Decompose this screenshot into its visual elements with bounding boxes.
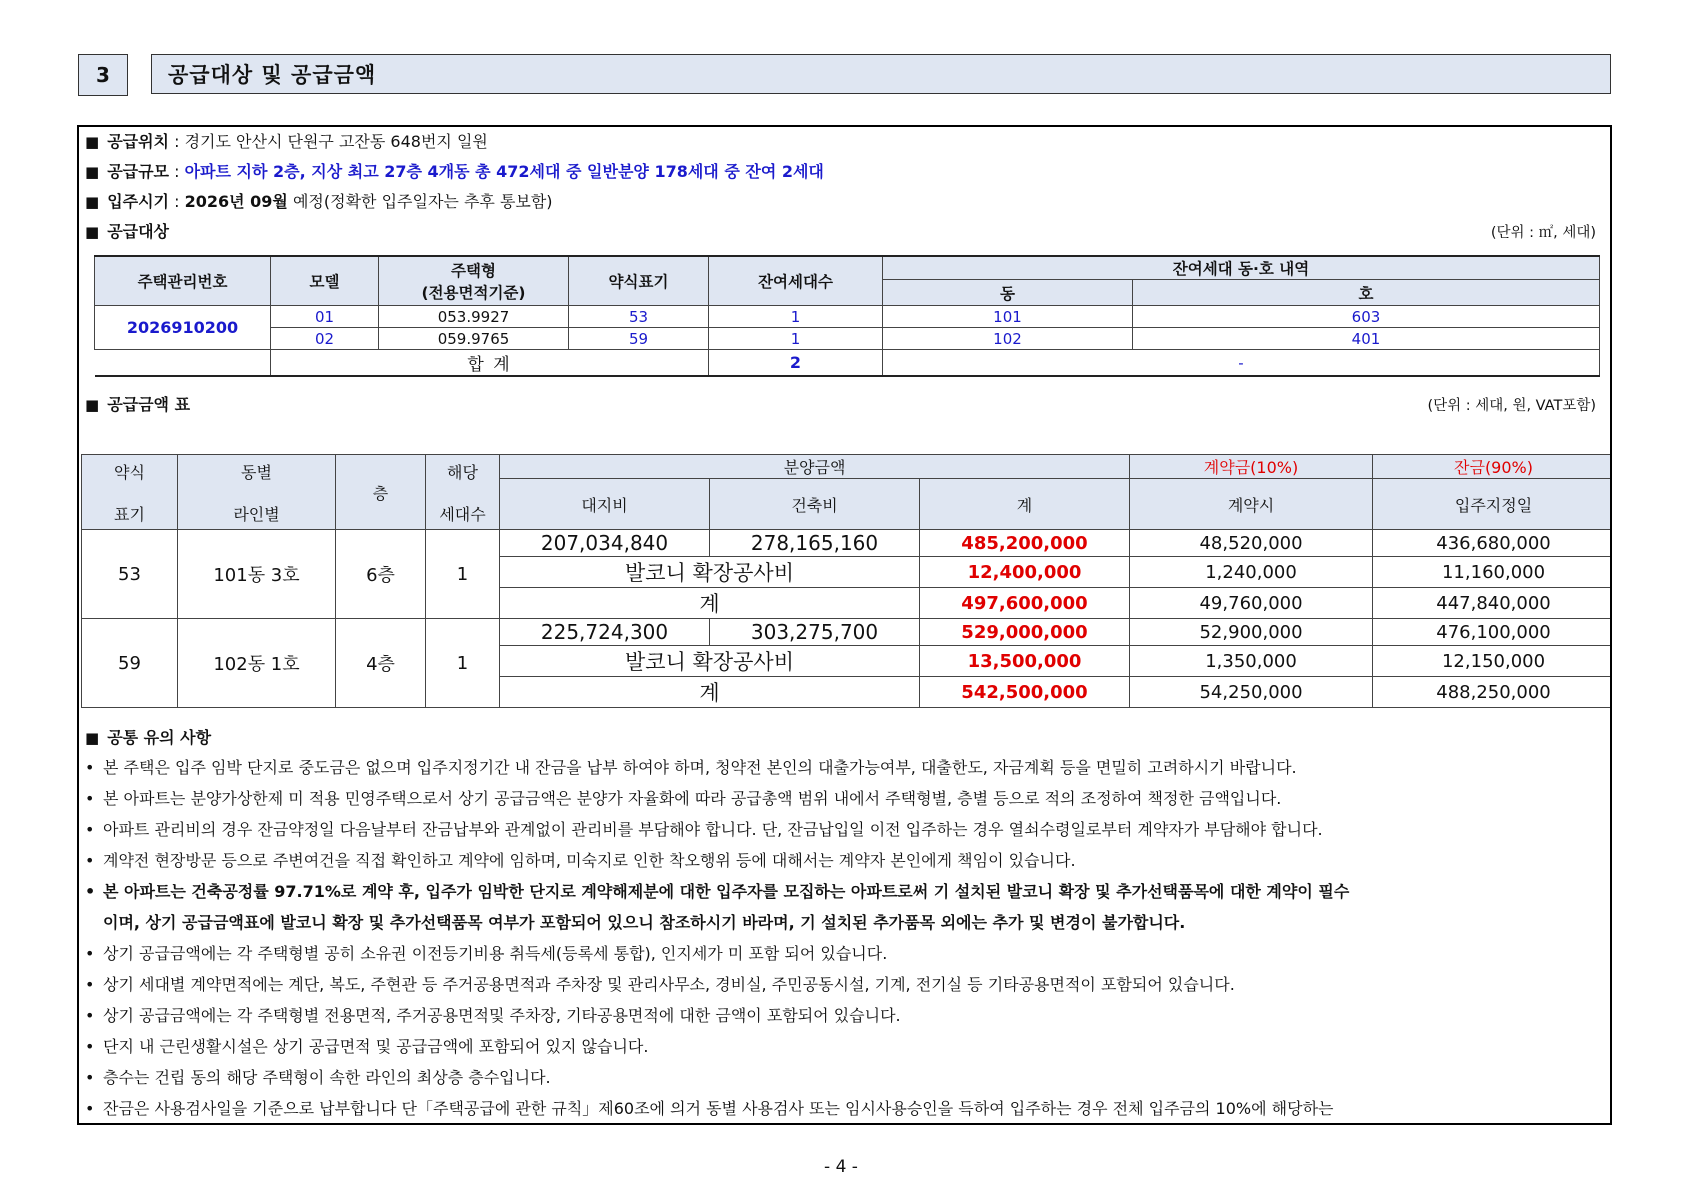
- dot-bullet-icon: •: [85, 1006, 95, 1025]
- col-sum: 계: [920, 479, 1130, 530]
- table-row: 발코니 확장공사비 12,400,000 1,240,000 11,160,000: [82, 557, 1613, 588]
- section-title: 공급대상 및 공급금액: [151, 54, 1611, 94]
- col-units: 해당 세대수: [426, 455, 500, 530]
- dot-bullet-icon: •: [85, 1037, 95, 1056]
- dot-bullet-icon: •: [85, 882, 96, 901]
- scale-label: 공급규모: [107, 162, 170, 181]
- col-land: 대지비: [500, 479, 710, 530]
- dot-bullet-icon: •: [85, 1068, 95, 1087]
- supply-location-line: ■ 공급위치 : 경기도 안산시 단원구 고잔동 648번지 일원: [85, 132, 488, 151]
- col-remaining: 잔여세대수: [709, 256, 883, 306]
- col-balance: 잔금(90%): [1373, 455, 1612, 479]
- list-item: • 계약전 현장방문 등으로 주변여건을 직접 확인하고 계약에 임하며, 미숙지로 인한 착오행위 등에 대해서는 계약자 본인에게 책임이 있습니다.: [85, 851, 1076, 870]
- list-item-continuation: 이며, 상기 공급금액표에 발코니 확장 및 추가선택품목 여부가 포함되어 있으니 참조하시기 바라며, 기 설치된 추가품목 외에는 추가 및 변경이 불가합니다.: [103, 913, 1186, 932]
- price-unit: (단위 : 세대, 원, VAT포함): [1427, 398, 1596, 414]
- list-item: • 본 주택은 입주 임박 단지로 중도금은 없으며 입주지정기간 내 잔금을 납부 하여야 하며, 청약전 본인의 대출가능여부, 대출한도, 자금계획 등을 면밀히 고려하시기 바랍니다.: [85, 758, 1297, 777]
- table-row: 계 497,600,000 49,760,000 447,840,000: [82, 588, 1613, 619]
- square-bullet-icon: ■: [85, 729, 100, 747]
- movein-label: 입주시기: [107, 192, 170, 211]
- dot-bullet-icon: •: [85, 789, 95, 808]
- list-item: • 층수는 건립 동의 해당 주택형이 속한 라인의 최상층 층수입니다.: [85, 1068, 551, 1087]
- col-short: 약식표기: [569, 256, 709, 306]
- col-deposit-sub: 계약시: [1130, 479, 1373, 530]
- square-bullet-icon: ■: [85, 133, 100, 151]
- col-mgmt-no: 주택관리번호: [95, 256, 271, 306]
- dot-bullet-icon: •: [85, 944, 95, 963]
- col-type: 주택형 (전용면적기준): [379, 256, 569, 306]
- square-bullet-icon: ■: [85, 223, 100, 241]
- col-model: 모델: [271, 256, 379, 306]
- mgmt-no: 2026910200: [95, 306, 271, 350]
- supply-scale-line: ■ 공급규모 : 아파트 지하 2층, 지상 최고 27층 4개동 총 472세대 중 일반분양 178세대 중 잔여 2세대: [85, 162, 824, 181]
- table-row: 발코니 확장공사비 13,500,000 1,350,000 12,150,000: [82, 646, 1613, 677]
- table-row: 53 101동 3호 6층 1 207,034,840 278,165,160 485,200,000 48,520,000 436,680,000: [82, 530, 1613, 557]
- dot-bullet-icon: •: [85, 820, 95, 839]
- dot-bullet-icon: •: [85, 1099, 95, 1118]
- table-row: 2026910200 01 053.9927 53 1 101 603: [95, 306, 1600, 328]
- col-building: 건축비: [710, 479, 920, 530]
- table-row: 02 059.9765 59 1 102 401: [95, 328, 1600, 350]
- col-deposit: 계약금(10%): [1130, 455, 1373, 479]
- movein-note: 예정(정확한 입주일자는 추후 통보함): [292, 192, 553, 211]
- dot-bullet-icon: •: [85, 758, 95, 777]
- supply-target-table: [94, 255, 1600, 377]
- col-dong-line: 동별 라인별: [178, 455, 336, 530]
- supply-target-heading: ■ 공급대상: [85, 222, 170, 241]
- col-dong: 동: [883, 280, 1133, 306]
- movein-date: 2026년 09월: [184, 192, 288, 211]
- table-row: 계 542,500,000 54,250,000 488,250,000: [82, 677, 1613, 708]
- section-number: 3: [78, 54, 128, 96]
- dot-bullet-icon: •: [85, 975, 95, 994]
- list-item: • 단지 내 근린생활시설은 상기 공급면적 및 공급금액에 포함되어 있지 않습니다.: [85, 1037, 649, 1056]
- col-detail: 잔여세대 동·호 내역: [883, 256, 1600, 280]
- total-row: 합 계 2 -: [95, 350, 1600, 377]
- list-item: • 잔금은 사용검사일을 기준으로 납부합니다 단「주택공급에 관한 규칙」제60조에 의거 동별 사용검사 또는 임시사용승인을 득하여 입주하는 경우 전체 입주금의 10%에 해당하는: [85, 1099, 1334, 1118]
- square-bullet-icon: ■: [85, 193, 100, 211]
- movein-line: ■ 입주시기 : 2026년 09월 예정(정확한 입주일자는 추후 통보함): [85, 192, 553, 211]
- col-balance-sub: 입주지정일: [1373, 479, 1612, 530]
- list-item: • 아파트 관리비의 경우 잔금약정일 다음날부터 잔금납부와 관계없이 관리비를 부담해야 합니다. 단, 잔금납입일 이전 입주하는 경우 열쇠수령일로부터 계약자가 부담해야 합니다.: [85, 820, 1323, 839]
- content-frame: [77, 125, 1612, 1125]
- location-value: 경기도 안산시 단원구 고잔동 648번지 일원: [184, 132, 488, 151]
- col-sale-price: 분양금액: [500, 455, 1130, 479]
- square-bullet-icon: ■: [85, 396, 100, 414]
- col-short: 약식 표기: [82, 455, 178, 530]
- col-floor: 층: [336, 455, 426, 530]
- page-number: - 4 -: [824, 1157, 858, 1177]
- list-item: • 상기 공급금액에는 각 주택형별 전용면적, 주거공용면적및 주차장, 기타공용면적에 대한 금액이 포함되어 있습니다.: [85, 1006, 901, 1025]
- list-item: • 본 아파트는 건축공정률 97.71%로 계약 후, 입주가 임박한 단지로 계약해제분에 대한 입주자를 모집하는 아파트로써 기 설치된 발코니 확장 및 추가선택품목에 대한 계약이 필수: [85, 882, 1350, 901]
- list-item: • 상기 공급금액에는 각 주택형별 공히 소유권 이전등기비용 취득세(등록세 통합), 인지세가 미 포함 되어 있습니다.: [85, 944, 888, 963]
- dot-bullet-icon: •: [85, 851, 95, 870]
- location-label: 공급위치: [107, 132, 170, 151]
- scale-value: 아파트 지하 2층, 지상 최고 27층 4개동 총 472세대 중 일반분양 178세대 중 잔여 2세대: [184, 162, 824, 181]
- price-table: [81, 454, 1612, 708]
- table-row: 59 102동 1호 4층 1 225,724,300 303,275,700 529,000,000 52,900,000 476,100,000: [82, 619, 1613, 646]
- col-ho: 호: [1133, 280, 1600, 306]
- price-heading: ■ 공급금액 표: [85, 395, 191, 414]
- square-bullet-icon: ■: [85, 163, 100, 181]
- list-item: • 본 아파트는 분양가상한제 미 적용 민영주택으로서 상기 공급금액은 분양가 자율화에 따라 공급총액 범위 내에서 주택형별, 층별 등으로 적의 조정하여 책정한 금액입니다.: [85, 789, 1282, 808]
- list-item: • 상기 세대별 계약면적에는 계단, 복도, 주현관 등 주거공용면적과 주차장 및 관리사무소, 경비실, 주민공동시설, 기계, 전기실 등 기타공용면적이 포함되어 있습니다.: [85, 975, 1235, 994]
- target-unit: (단위 : ㎡, 세대): [1490, 225, 1596, 241]
- notes-heading: ■ 공통 유의 사항: [85, 728, 212, 747]
